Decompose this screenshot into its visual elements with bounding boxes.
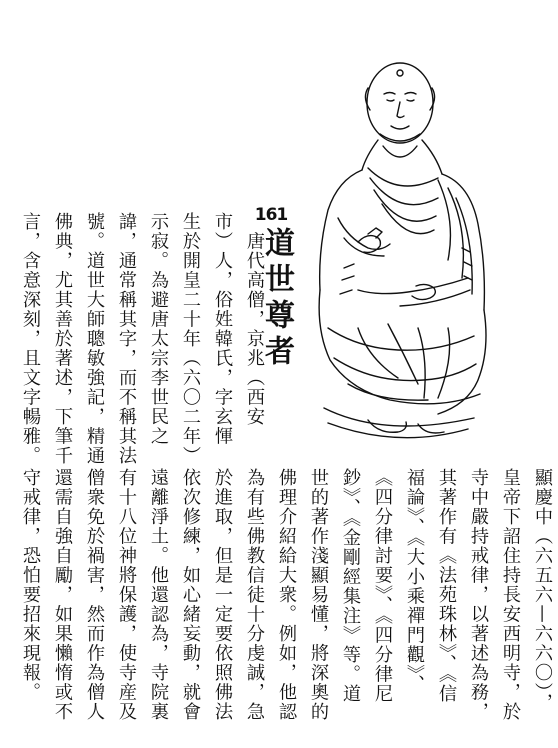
text-column: 生於開皇二十年（六〇二年）	[180, 212, 201, 466]
text-column: 於進取，但是一定要依照佛法	[212, 468, 233, 722]
text-column: 依次修練，如心緒妄動，就會	[180, 468, 201, 722]
text-column: 言，含意深刻，且文字暢雅。	[20, 212, 41, 466]
text-column: 有十八位神將保護，使寺産及	[116, 468, 137, 722]
text-column: 號。道世大師聰敏強記，精通	[84, 212, 105, 466]
text-column: 唐代高僧，京兆（西安	[244, 212, 265, 427]
text-column: 還需自強自勵，如果懶惰或不	[52, 468, 73, 722]
entry-number: 161	[254, 205, 288, 225]
entry-name: 道世尊者	[259, 227, 294, 371]
biography-lower	[14, 468, 558, 748]
text-column: 市）人，俗姓韓氏，字玄惲	[212, 212, 233, 446]
text-column: 皇帝下詔住持長安西明寺，於	[500, 468, 521, 722]
text-column: 鈔》、《金剛經集注》等。道	[340, 468, 361, 704]
text-column: 佛理介紹給大衆。例如，他認	[276, 468, 297, 722]
text-column: 佛典，尤其善於著述，下筆千	[52, 212, 73, 466]
text-column: 世的著作淺顯易懂，將深奧的	[308, 468, 329, 722]
text-column: 其著作有《法苑珠林》、《信	[436, 468, 457, 704]
monk-illustration	[298, 28, 498, 458]
text-column: 示寂。為避唐太宗李世民之	[148, 212, 169, 446]
text-column: 《四分律討要》、《四分律尼	[372, 468, 393, 704]
text-column: 諱，通常稱其字，而不稱其法	[116, 212, 137, 466]
text-column: 遠離淨土。他還認為，寺院裏	[148, 468, 169, 722]
text-column: 顯慶中（六五六—六六〇），	[532, 468, 553, 713]
text-column: 寺中嚴持戒律，以著述為務，	[468, 468, 489, 722]
text-column: 守戒律，恐怕要招來現報。	[20, 468, 41, 702]
text-column: 僧衆免於禍害，然而作為僧人	[84, 468, 105, 722]
text-column: 福論》、《大小乘禪門觀》、	[404, 468, 425, 695]
text-column: 為有些佛教信徒十分虔誠，急	[244, 468, 265, 722]
biography-upper	[14, 212, 270, 466]
